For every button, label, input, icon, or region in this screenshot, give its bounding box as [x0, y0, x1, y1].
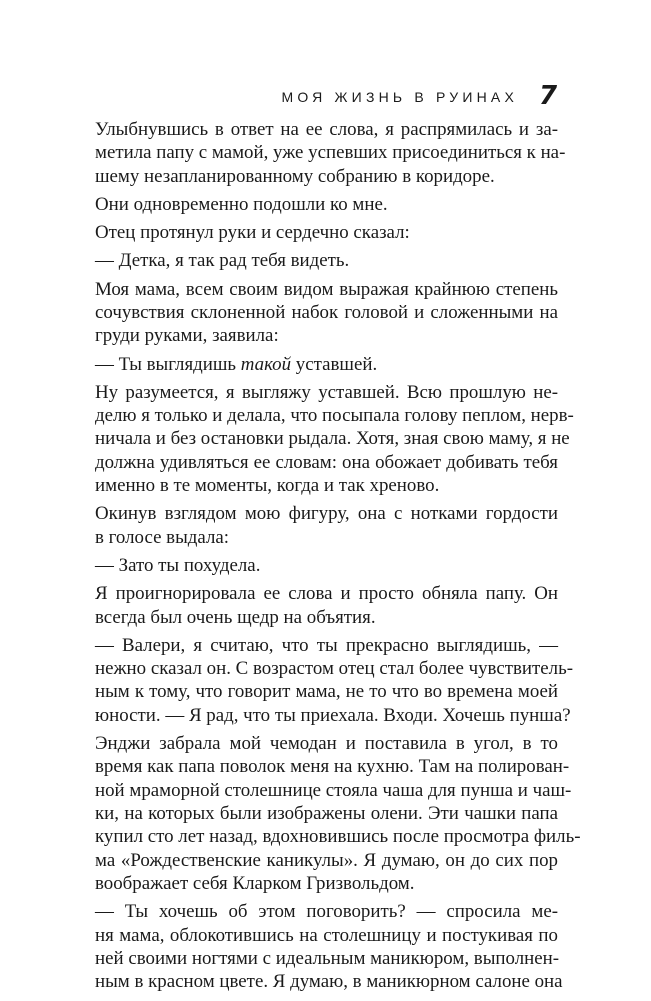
text-line: купил сто лет назад, вдохновившись после просмотра филь- [95, 826, 581, 848]
paragraph [95, 732, 581, 895]
text-line: ным к тому, что говорит мама, не то что во времена моей [95, 681, 558, 703]
text-line: ной мраморной столешнице стояла чаша для пунша и чаш- [95, 779, 572, 801]
paragraph [95, 900, 563, 993]
text-line: Моя мама, всем своим видом выражая крайнюю степень [95, 278, 558, 300]
text-line [95, 353, 558, 376]
text-line: нежно сказал он. С возрастом отец стал более чувствитель- [95, 658, 574, 680]
text-line: Энджи забрала мой чемодан и поставила в угол, в то [95, 733, 558, 755]
body-text [95, 118, 581, 994]
text-line: Окинув взглядом мою фигуру, она с нотками гордости [95, 503, 558, 525]
text-line: ки, на которых были изображены олени. Эти чашки папа [95, 803, 558, 825]
emphasis-text: такой [240, 353, 292, 375]
text-line: ничала и без остановки рыдала. Хотя, зная свою маму, я не [95, 428, 570, 450]
text-line: сочувствия склоненной набок головой и сложенными на [95, 301, 558, 323]
text-line: ным в красном цвете. Я думаю, в маникюрном салоне она [95, 971, 563, 993]
running-header [0, 83, 651, 113]
text-line: в голосе выдала: [95, 526, 230, 548]
paragraph [95, 249, 558, 272]
text-line: — Детка, я так рад тебя видеть. [95, 250, 350, 272]
text-line: юности. — Я рад, что ты приехала. Входи. Хочешь пунша? [95, 704, 571, 726]
paragraph [95, 582, 558, 629]
text-line: Улыбнувшись в ответ на ее слова, я распрямилась и за- [95, 119, 558, 140]
text-line: Ну разумеется, я выгляжу уставшей. Всю прошлую не- [95, 381, 558, 403]
text-line: — Зато ты похудела. [95, 554, 261, 576]
text-line: метила папу с мамой, уже успевших присоединиться к на- [95, 142, 566, 164]
text-line: должна удивляться ее словам: она обожает добивать тебя [95, 451, 558, 473]
text-line: ма «Рождественские каникулы». Я думаю, он до сих пор [95, 849, 558, 871]
paragraph [95, 278, 558, 348]
paragraph [95, 502, 558, 549]
paragraph [95, 634, 574, 727]
paragraph [95, 554, 558, 577]
text-line: — Валери, я считаю, что ты прекрасно выглядишь, — [95, 634, 558, 656]
paragraph [95, 381, 574, 498]
paragraph [95, 118, 566, 188]
paragraph [95, 353, 558, 376]
text-line: воображает себя Кларком Гризвольдом. [95, 873, 415, 895]
text-line: шему незапланированному собранию в коридоре. [95, 165, 495, 187]
text-line: всегда был очень щедр на объятия. [95, 606, 376, 628]
text-line: делю я только и делала, что посыпала голову пеплом, нерв- [95, 405, 574, 427]
text-line: — Ты хочешь об этом поговорить? — спросила ме- [95, 901, 558, 923]
text-line: Я проигнорировала ее слова и просто обняла папу. Он [95, 583, 558, 605]
paragraph [95, 221, 558, 244]
text-line: время как папа поволок меня на кухню. Там на полирован- [95, 756, 570, 778]
text-line: ней своими ногтями с идеальным маникюром, выполнен- [95, 948, 560, 970]
text-line: Отец протянул руки и сердечно сказал: [95, 222, 410, 244]
text-line: Они одновременно подошли ко мне. [95, 193, 388, 215]
text-run: уставшей. [291, 353, 378, 375]
text-line: именно в те моменты, когда и так хреново. [95, 475, 440, 497]
running-title: МОЯ ЖИЗНЬ В РУИНАХ [281, 89, 518, 105]
page-number: 7 [539, 81, 558, 111]
text-line: груди руками, заявила: [95, 325, 279, 347]
text-line: ня мама, облокотившись на столешницу и постукивая по [95, 924, 558, 946]
paragraph [95, 193, 558, 216]
text-run: — Ты выглядишь [95, 353, 241, 375]
